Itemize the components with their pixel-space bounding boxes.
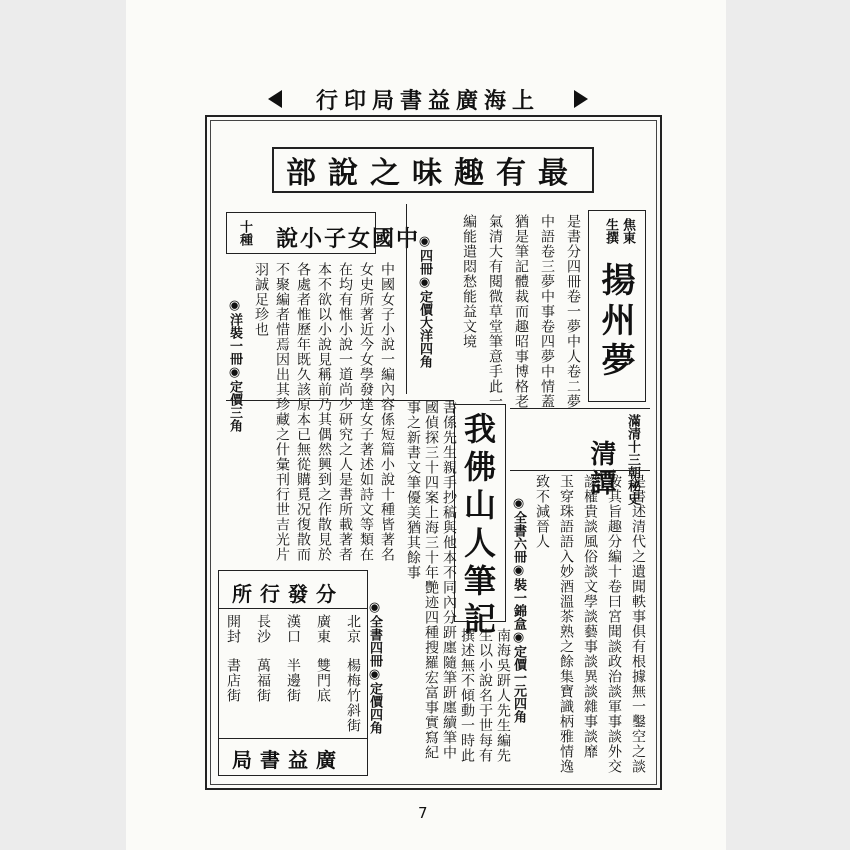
yangzhou-title: 揚州夢 — [595, 262, 635, 382]
wofo-body-left — [406, 400, 456, 760]
branch-street: 雙門底 — [315, 658, 331, 703]
nuzi-price: ◉洋裝一冊◉定價三角 — [227, 298, 242, 432]
branches-footer: 廣益書局 — [232, 748, 344, 772]
wofo-body-right — [450, 628, 510, 763]
branch-city: 長沙 — [255, 614, 271, 644]
nuzi-body-line: 不聚編者惜焉因出其珍藏之什彙刊行世吉光片 — [274, 262, 290, 562]
divider-left-mid — [226, 400, 454, 401]
qingtan-top-rule — [510, 408, 650, 409]
branches-rule-bottom — [218, 738, 368, 739]
wofo-body-line: 事之新書文筆優美猶其餘事 — [405, 400, 421, 580]
qingtan-price: ◉全書六冊◉裝一錦盒◉定價一元四角 — [511, 496, 526, 723]
qingtan-body-line: 玉穿珠語語入妙酒溫茶熟之餘集寶識柄雅情逸 — [558, 474, 574, 774]
qingtan-body-line: 按其旨趣分編十卷曰宮聞談政治談軍事談外交 — [606, 474, 622, 774]
yangzhou-body — [446, 214, 580, 409]
right-triangle-icon — [574, 90, 588, 108]
wofo-body-line: 撰述無不傾動一時此 — [459, 628, 475, 763]
yangzhou-body-line: 氣清大有閱微草堂筆意手此一 — [487, 214, 503, 409]
branch-city: 廣東 — [315, 614, 331, 644]
nuzi-count: 十種 — [237, 220, 252, 246]
qingtan-body-line: 談權貴談風俗談文學談藝事談異談雜事談靡 — [582, 474, 598, 759]
yangzhou-author-bottom: 生撰 — [603, 218, 618, 244]
nuzi-body-line: 女史所著近今女學發達女子著述如詩文等類在 — [358, 262, 374, 562]
publisher-header — [268, 80, 588, 118]
branches-cities — [226, 614, 360, 644]
qingtan-body-line: 致不減晉人 — [534, 474, 550, 549]
branches-streets — [226, 658, 360, 733]
qingtan-title: 清譚 — [586, 440, 616, 498]
branch-city: 開封 — [225, 614, 241, 644]
qingtan-body-line: 是書述清代之遺聞軼事俱有根據無一鑿空之談 — [630, 474, 646, 774]
nuzi-body-line: 各處者惟歷年既久該原本已無從購覓况復散而 — [295, 262, 311, 562]
branch-city: 漢口 — [285, 614, 301, 644]
yangzhou-price: ◉四冊◉定價大洋四角 — [417, 234, 432, 368]
yangzhou-body-line: 猶是筆記體裁而趣昭事博格老 — [513, 214, 529, 409]
branch-street: 半邊街 — [285, 658, 301, 703]
branch-street: 楊梅竹斜街 — [345, 658, 361, 733]
page-number: 7 — [418, 804, 428, 822]
nuzi-body-line: 本不欲以小說見稱前乃其偶然興到之作散見於 — [316, 262, 332, 562]
branches-rule-top — [218, 608, 368, 609]
divider-vertical-top — [406, 204, 407, 394]
wofo-body-line: 書係先生親手抄稿與他本不同內分趼廛隨筆趼廛續筆中 — [441, 400, 457, 760]
branch-city: 北京 — [345, 614, 361, 644]
nuzi-body — [244, 262, 394, 562]
banner-title-box — [272, 147, 594, 193]
qingtan-rule — [510, 470, 650, 471]
yangzhou-body-line: 中語卷三夢中事卷四夢中情蓋 — [539, 214, 555, 409]
qingtan-subtitle: 滿清十三朝秘史 — [625, 414, 640, 505]
left-triangle-icon — [268, 90, 282, 108]
branch-street: 書店街 — [225, 658, 241, 703]
branches-title: 分發行所 — [232, 582, 344, 606]
nuzi-body-line: 羽誠足珍也 — [253, 262, 269, 337]
branch-street: 萬福街 — [255, 658, 271, 703]
nuzi-body-line: 在均有惟小說一道尚少研究之人是書所載著者 — [337, 262, 353, 562]
wofo-body-line: 生以小說名于世每有 — [477, 628, 493, 763]
wofo-body-line: 國偵探三十四案上海三十年艷迹四種搜羅宏富事實寫紀 — [423, 400, 439, 760]
yangzhou-author-top: 焦東 — [620, 218, 635, 244]
yangzhou-body-line: 編能遣悶愁能益文境 — [461, 214, 477, 349]
wofo-price: ◉全書四冊◉定價四角 — [367, 600, 382, 734]
qingtan-body — [520, 474, 645, 774]
yangzhou-body-line: 是書分四冊卷一夢中人卷二夢 — [565, 214, 581, 409]
banner-title: 最有趣味之說部 — [286, 156, 580, 191]
wofo-body-line: 南海吳趼人先生編先 — [495, 628, 511, 763]
wofo-title: 我佛山人筆記 — [459, 412, 497, 640]
nuzi-body-line: 中國女子小說一編內容係短篇小說十種皆著名 — [379, 262, 395, 562]
publisher-line: 上海廣益書局印行 — [315, 87, 540, 114]
nuzi-title: 中國女子小說 — [276, 226, 421, 252]
